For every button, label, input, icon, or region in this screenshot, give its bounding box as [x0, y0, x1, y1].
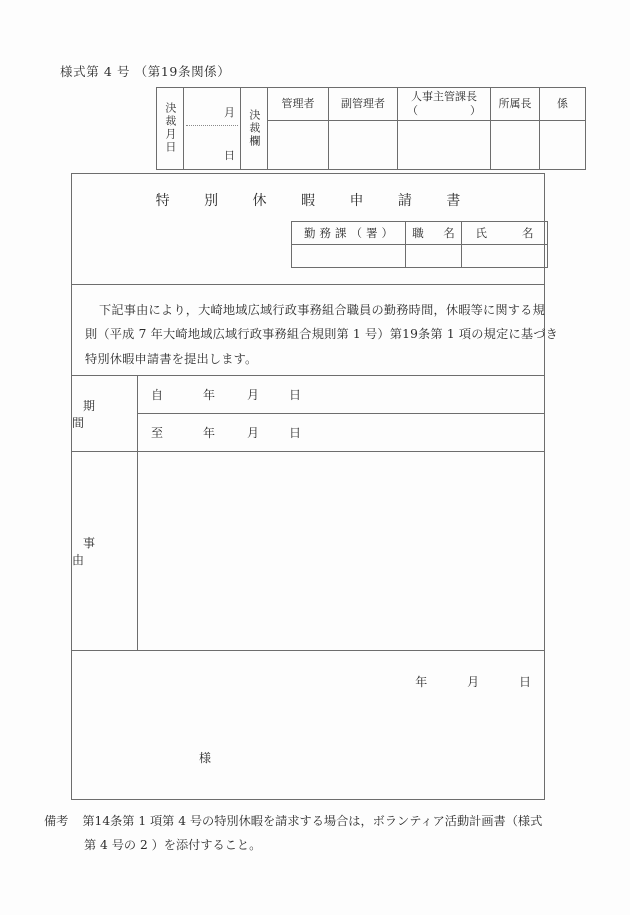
- signature-date-line[interactable]: [415, 673, 531, 690]
- period-row-from[interactable]: [138, 376, 544, 414]
- signer-header-jinji-title: 人事主管課長: [411, 90, 477, 103]
- remark-text-1: 第14条第 1 項第 4 号の特別休暇を請求する場合は，ボランティア活動計画書（様式: [82, 814, 543, 828]
- addressee-suffix: 様: [199, 751, 212, 765]
- remark-line-2: 第 4 号の 2 ）を添付すること。: [84, 837, 262, 852]
- approval-date-label: 決裁月日: [163, 102, 177, 155]
- employee-field-name[interactable]: [462, 245, 548, 268]
- signer-stamp-fukukanrisha[interactable]: [329, 120, 398, 169]
- paren-close: ）: [470, 103, 481, 117]
- main-form-frame: [71, 173, 559, 800]
- paren-open: （: [407, 103, 418, 117]
- employee-value-row: [292, 245, 548, 268]
- statement-line-3: 特別休暇申請書を提出します。: [85, 351, 258, 366]
- period-to-year-label: 年: [203, 425, 216, 440]
- approval-header-row: [157, 88, 586, 121]
- signer-header-fukukanrisha: 副管理者: [329, 88, 398, 121]
- month-day-divider: [186, 125, 238, 126]
- reason-label: 事 由: [72, 452, 138, 650]
- period-from-month-label: 月: [247, 387, 260, 402]
- approval-day-label: 日: [224, 148, 235, 162]
- period-to-marker: 至: [151, 425, 164, 440]
- employee-info-table: [291, 221, 548, 268]
- remark-note: [44, 810, 604, 858]
- period-row-to[interactable]: [138, 414, 544, 452]
- remark-label: 備考: [44, 814, 69, 828]
- signer-header-jinji-paren: [401, 104, 487, 118]
- employee-header-department: 勤務課（署）: [292, 222, 406, 245]
- reason-section: [72, 452, 544, 651]
- reason-input-area[interactable]: [138, 452, 544, 650]
- signer-stamp-kakari[interactable]: [540, 120, 586, 169]
- approval-month-label: 月: [224, 106, 235, 119]
- employee-header-row: [292, 222, 548, 245]
- signer-stamp-kanrisha[interactable]: [268, 120, 329, 169]
- period-to-day-label: 日: [289, 425, 302, 440]
- title-section: [72, 174, 544, 285]
- approval-month-day-cell[interactable]: [184, 88, 241, 170]
- period-to-month-label: 月: [247, 425, 260, 440]
- approval-date-label-cell: [157, 88, 184, 170]
- employee-header-name: 氏 名: [462, 222, 548, 245]
- statement-section: [72, 285, 559, 376]
- remark-line-1: [44, 810, 604, 834]
- statement-line-2: 則（平成 7 年大崎地域広域行政事務組合規則第 1 号）第19条第 1 項の規定に基づき: [85, 327, 559, 342]
- signer-header-shozokucho: 所属長: [491, 88, 540, 121]
- signature-month-label: 月: [467, 675, 480, 689]
- signature-day-label: 日: [518, 675, 531, 689]
- signer-stamp-shozokucho[interactable]: [491, 120, 540, 169]
- period-rows: [138, 376, 544, 451]
- statement-line-1: 下記事由により，大崎地域広域行政事務組合職員の勤務時間，休暇等に関する規: [99, 303, 545, 317]
- addressee-line[interactable]: [199, 749, 211, 766]
- period-section: [72, 376, 544, 452]
- employee-header-position: 職 名: [406, 222, 462, 245]
- signature-section: [72, 651, 544, 799]
- signer-header-kakari: 係: [540, 88, 586, 121]
- period-from-year-label: 年: [203, 387, 216, 402]
- period-label: 期 間: [72, 376, 138, 451]
- approval-column-label-cell: [241, 88, 268, 170]
- signer-header-kanrisha: 管理者: [268, 88, 329, 121]
- approval-column-label: 決裁欄: [247, 108, 261, 148]
- period-from-marker: 自: [151, 387, 164, 402]
- signature-year-label: 年: [415, 675, 428, 689]
- employee-field-position[interactable]: [406, 245, 462, 268]
- signer-header-jinji: [398, 88, 491, 121]
- employee-field-department[interactable]: [292, 245, 406, 268]
- period-from-day-label: 日: [289, 387, 302, 402]
- approval-table: [156, 87, 586, 170]
- page-title: 特 別 休 暇 申 請 書: [155, 193, 476, 209]
- signer-stamp-jinji[interactable]: [398, 120, 491, 169]
- form-number: 様式第 4 号 （第19条関係）: [60, 64, 231, 79]
